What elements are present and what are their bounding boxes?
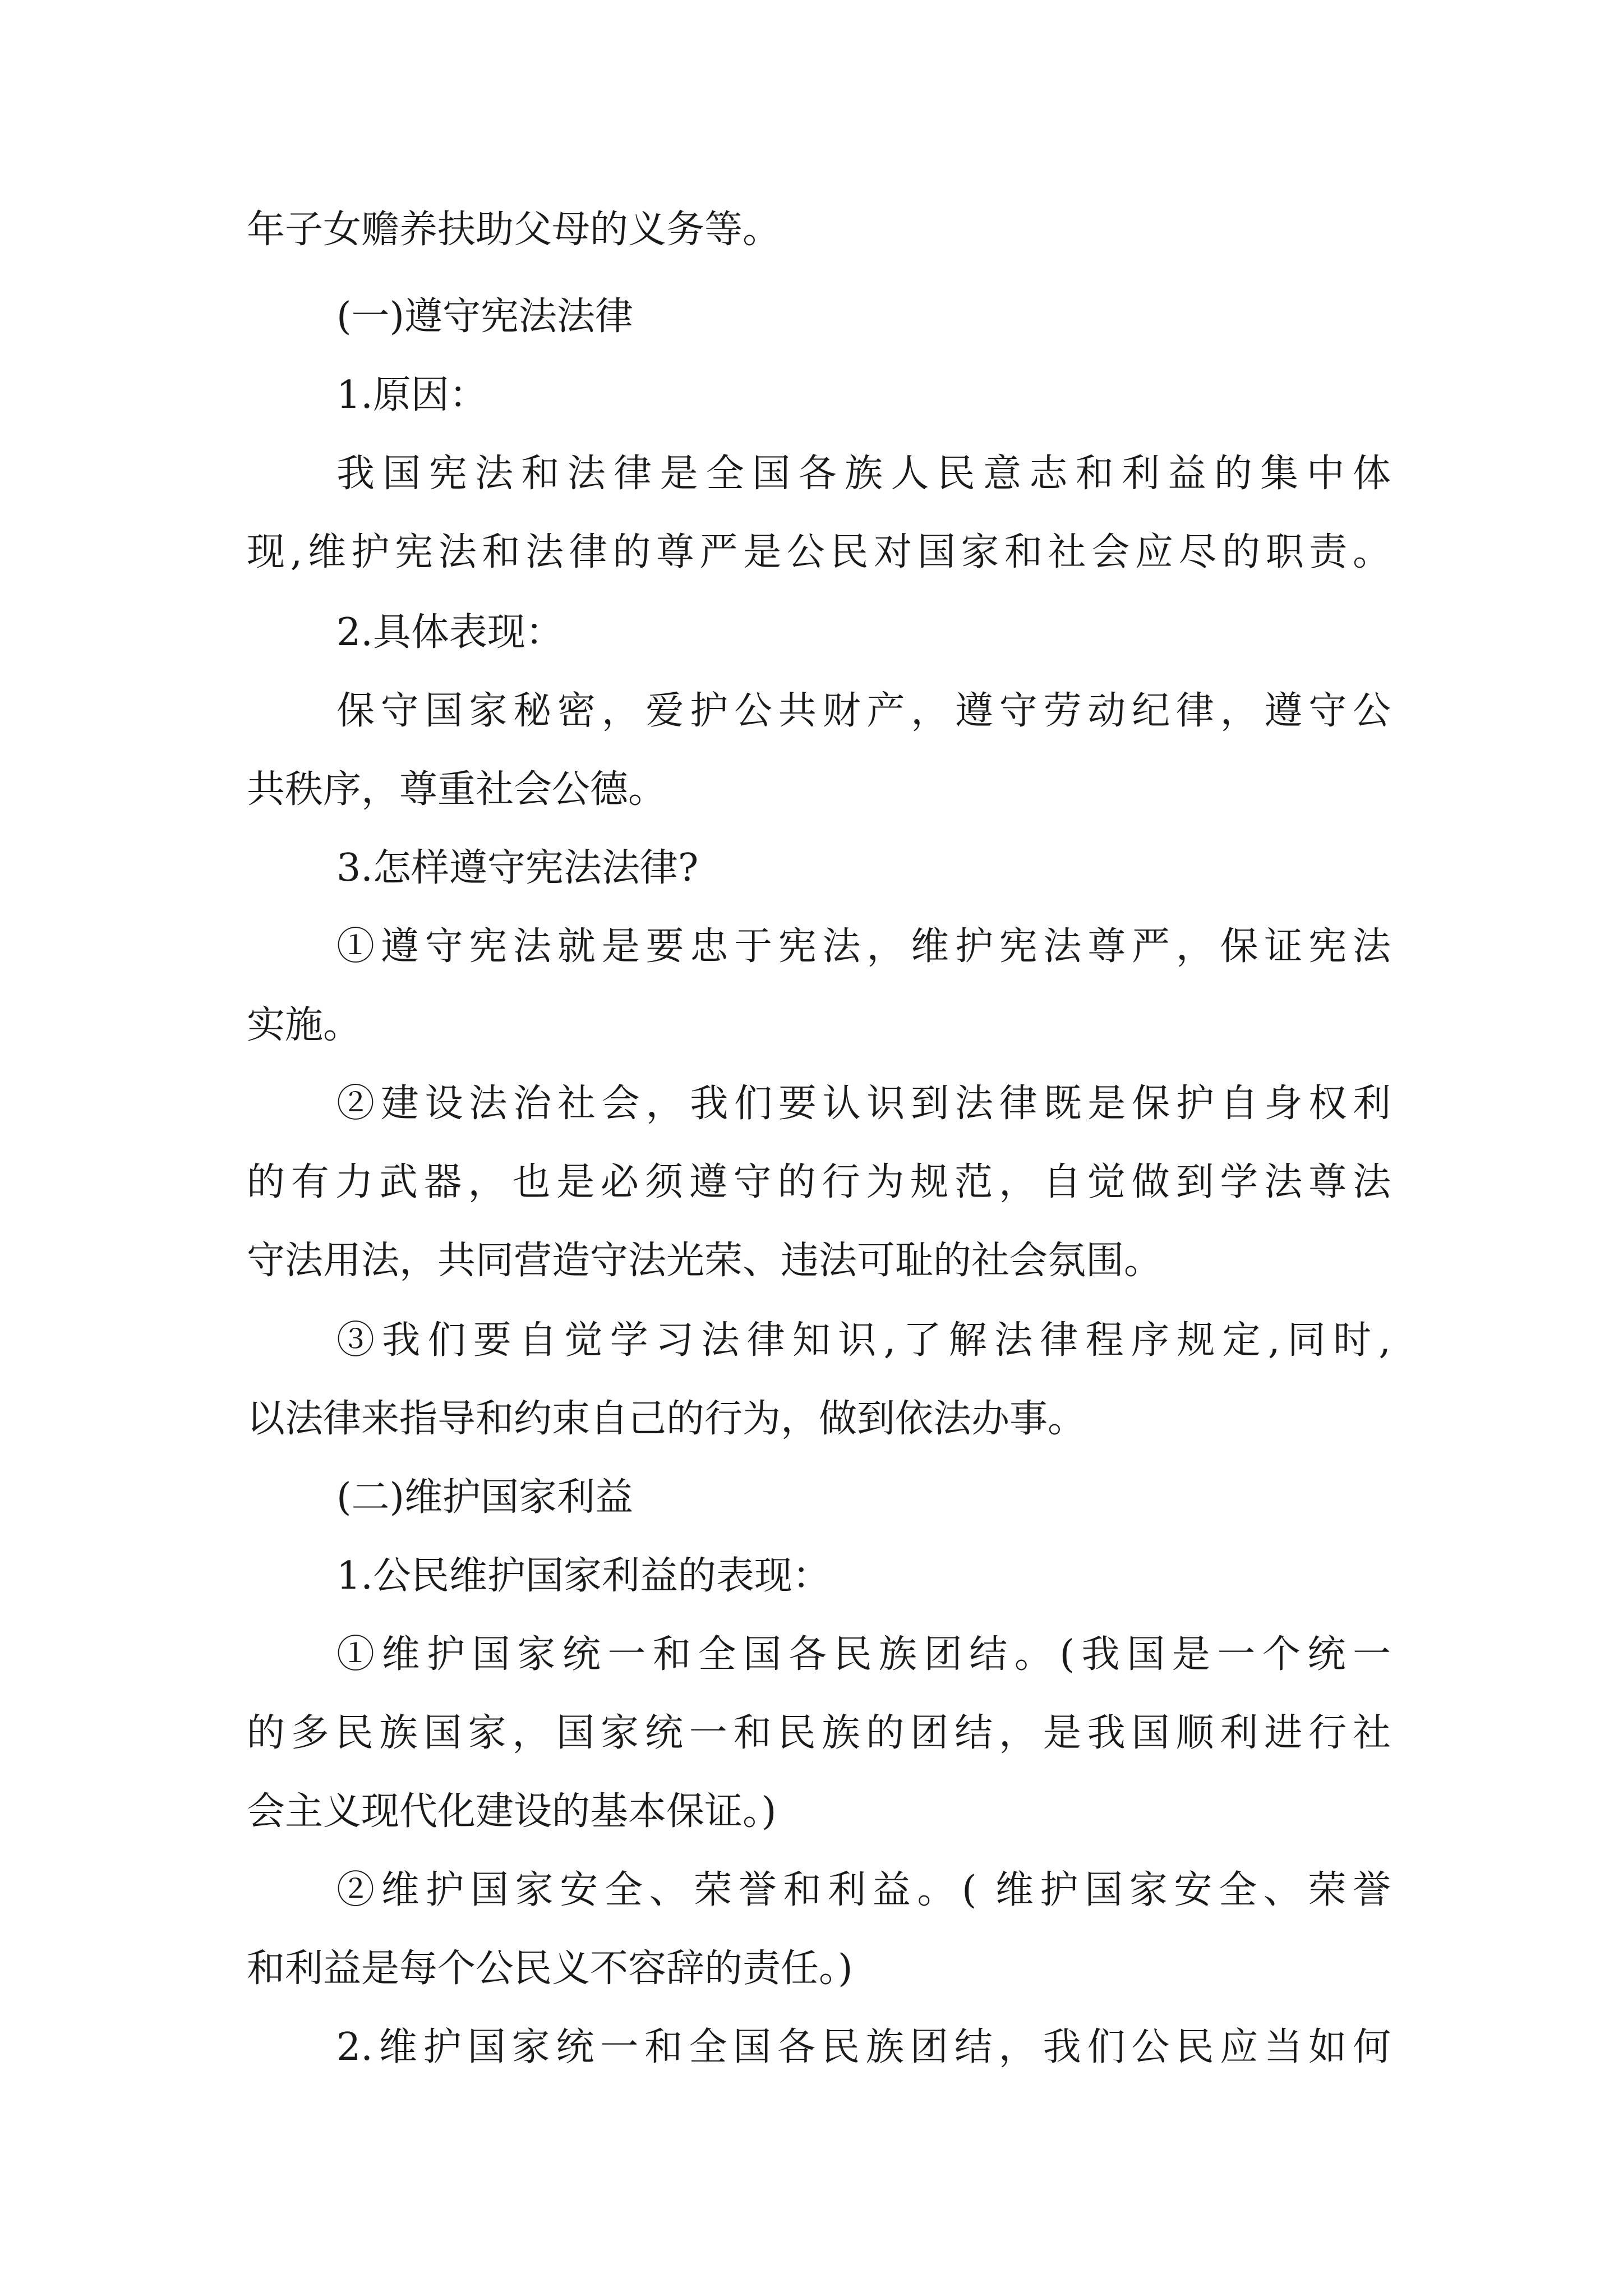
text-line-16: 以法律来指导和约束自己的行为，做到依法办事。 bbox=[247, 1397, 1086, 1441]
text-line-23: 和利益是每个公民义不容辞的责任。) bbox=[247, 1947, 853, 1991]
text-line-15: ③我们要自觉学习法律知识,了解法律程序规定,同时, bbox=[336, 1318, 1391, 1363]
text-line-11: 实施。 bbox=[247, 1003, 362, 1047]
text-line-7: 保守国家秘密，爱护公共财产，遵守劳动纪律，遵守公 bbox=[336, 689, 1391, 733]
text-line-20: 的多民族国家，国家统一和民族的团结，是我国顺利进行社 bbox=[247, 1711, 1391, 1755]
text-line-24: 2.维护国家统一和全国各民族团结，我们公民应当如何 bbox=[336, 2025, 1391, 2069]
text-line-4: 我国宪法和法律是全国各族人民意志和利益的集中体 bbox=[336, 452, 1391, 496]
text-line-14: 守法用法，共同营造守法光荣、违法可耻的社会氛围。 bbox=[247, 1239, 1163, 1283]
text-line-21: 会主义现代化建设的基本保证。) bbox=[247, 1789, 777, 1834]
section-heading-1: (一)遵守宪法法律 bbox=[336, 295, 634, 339]
text-line-13: 的有力武器，也是必须遵守的行为规范，自觉做到学法尊法 bbox=[247, 1160, 1391, 1204]
text-line-5: 现,维护宪法和法律的尊严是公民对国家和社会应尽的职责。 bbox=[247, 530, 1391, 574]
text-line-6: 2.具体表现： bbox=[336, 610, 564, 655]
text-line-18: 1.公民维护国家利益的表现： bbox=[336, 1554, 831, 1598]
text-line-10: ①遵守宪法就是要忠于宪法，维护宪法尊严，保证宪法 bbox=[336, 924, 1391, 969]
text-line-9: 3.怎样遵守宪法法律? bbox=[336, 846, 699, 890]
text-line-12: ②建设法治社会，我们要认识到法律既是保护自身权利 bbox=[336, 1082, 1391, 1126]
text-line-22: ②维护国家安全、荣誉和利益。( 维护国家安全、荣誉 bbox=[336, 1868, 1391, 1912]
text-line-3: 1.原因： bbox=[336, 373, 487, 417]
text-line-19: ①维护国家统一和全国各民族团结。(我国是一个统一 bbox=[336, 1632, 1391, 1677]
section-heading-2: (二)维护国家利益 bbox=[336, 1475, 634, 1520]
text-line-8: 共秩序，尊重社会公德。 bbox=[247, 767, 667, 812]
text-line-1: 年子女赡养扶助父母的义务等。 bbox=[247, 208, 781, 252]
